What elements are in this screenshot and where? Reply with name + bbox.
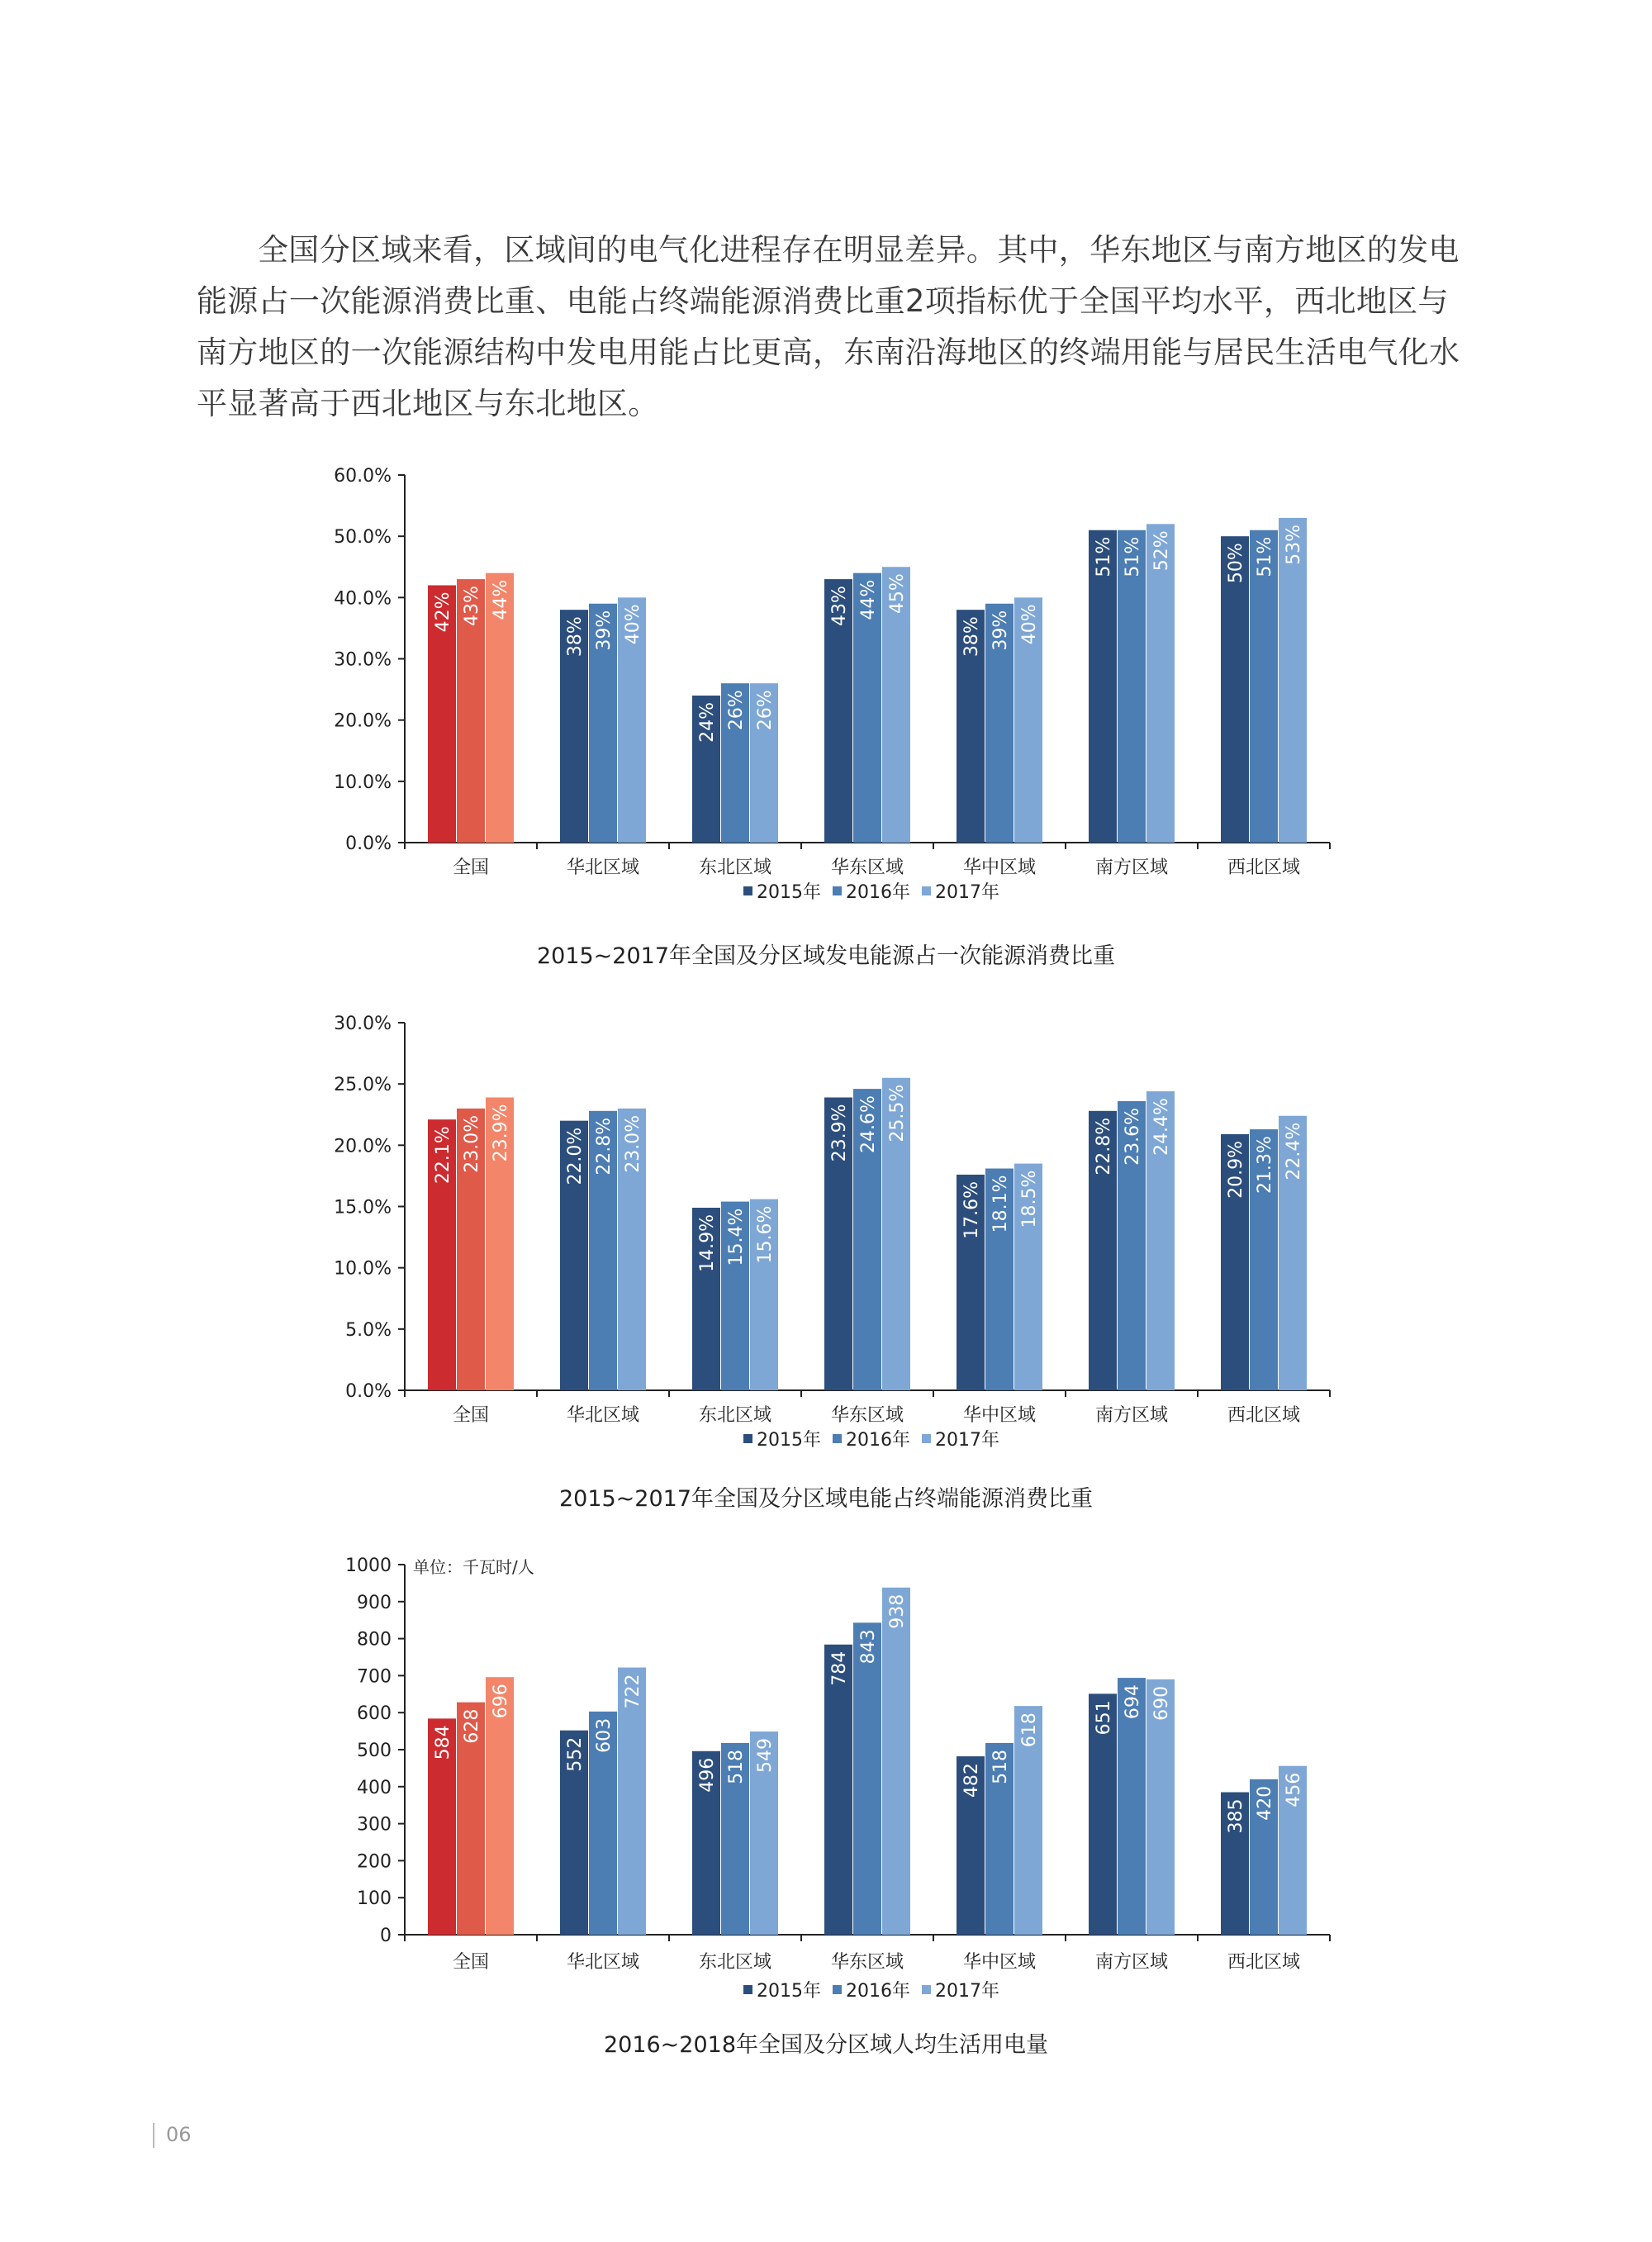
- y-tick-label: 60.0%: [334, 466, 392, 487]
- category-label: 东北区域: [698, 1952, 772, 1973]
- data-label: 24.4%: [1151, 1098, 1172, 1156]
- data-label: 618: [1019, 1712, 1040, 1748]
- category-label: 全国: [452, 1405, 490, 1426]
- data-label: 38%: [961, 616, 982, 658]
- chart-per-capita-usage: [0, 1546, 1652, 2017]
- legend-swatch: [743, 1985, 752, 1994]
- category-label: 华北区域: [566, 1952, 640, 1973]
- y-tick-label: 100: [357, 1888, 392, 1910]
- category-label: 华北区域: [566, 1405, 640, 1426]
- y-tick-label: 800: [357, 1629, 392, 1651]
- data-label: 42%: [433, 591, 453, 633]
- category-label: 华北区域: [566, 857, 640, 878]
- data-label: 21.3%: [1255, 1136, 1275, 1194]
- data-label: 552: [565, 1736, 586, 1772]
- data-label: 18.1%: [990, 1175, 1011, 1233]
- y-tick-label: 400: [357, 1777, 392, 1798]
- y-tick-label: 30.0%: [334, 649, 392, 671]
- data-label: 518: [726, 1749, 747, 1784]
- data-label: 17.6%: [961, 1180, 982, 1239]
- y-tick-label: 0.0%: [345, 1381, 392, 1402]
- data-label: 24%: [697, 702, 718, 743]
- data-label: 420: [1255, 1785, 1275, 1821]
- footer-divider: [153, 2123, 154, 2148]
- data-label: 22.1%: [433, 1126, 453, 1185]
- chart-generation-share-title: 2015~2017年全国及分区域发电能源占一次能源消费比重: [536, 943, 1116, 969]
- legend-label: 2017年: [935, 1981, 999, 2002]
- data-label: 23.0%: [623, 1114, 643, 1173]
- data-label: 23.6%: [1123, 1107, 1143, 1166]
- data-label: 51%: [1123, 536, 1143, 577]
- chart-electricity-final-share-svg: [0, 1008, 1652, 1470]
- category-label: 华东区域: [830, 857, 904, 878]
- legend-swatch: [743, 886, 752, 895]
- data-label: 22.0%: [565, 1127, 586, 1185]
- data-label: 784: [829, 1651, 850, 1686]
- category-label: 全国: [452, 1952, 490, 1973]
- legend-label: 2017年: [935, 1430, 999, 1451]
- bar: [824, 1645, 852, 1935]
- y-tick-label: 0.0%: [345, 834, 392, 854]
- bar: [882, 1588, 910, 1935]
- page-footer: [153, 2123, 192, 2148]
- legend-label: 2017年: [935, 882, 999, 903]
- data-label: 15.4%: [726, 1208, 747, 1266]
- data-label: 20.9%: [1226, 1140, 1246, 1199]
- data-label: 696: [491, 1684, 511, 1719]
- data-label: 45%: [887, 573, 908, 615]
- chart-electricity-final-share: [0, 1008, 1652, 1470]
- intro-paragraph: [197, 225, 1460, 430]
- legend-label: 2016年: [846, 882, 910, 903]
- y-tick-label: 20.0%: [334, 1136, 392, 1157]
- y-tick-label: 600: [357, 1703, 392, 1725]
- legend-swatch: [922, 1985, 931, 1994]
- data-label: 22.4%: [1284, 1122, 1304, 1180]
- category-label: 华中区域: [962, 857, 1037, 878]
- legend-label: 2015年: [757, 882, 821, 903]
- page-number: 06: [166, 2123, 192, 2146]
- y-tick-label: 20.0%: [334, 710, 392, 732]
- data-label: 843: [858, 1629, 879, 1665]
- data-label: 496: [697, 1757, 718, 1793]
- data-label: 628: [462, 1708, 482, 1744]
- data-label: 584: [433, 1725, 453, 1760]
- data-label: 603: [594, 1717, 615, 1753]
- bar: [853, 1622, 881, 1935]
- legend-swatch: [833, 1434, 842, 1443]
- bar: [1279, 518, 1307, 843]
- category-label: 西北区域: [1227, 1952, 1301, 1973]
- data-label: 456: [1284, 1772, 1304, 1807]
- category-label: 东北区域: [698, 1405, 772, 1426]
- category-label: 南方区域: [1094, 1952, 1169, 1973]
- y-tick-label: 200: [357, 1851, 392, 1873]
- legend-swatch: [922, 886, 931, 895]
- category-label: 华东区域: [830, 1405, 904, 1426]
- data-label: 50%: [1226, 543, 1246, 584]
- data-label: 15.6%: [755, 1205, 776, 1264]
- legend-label: 2015年: [757, 1981, 821, 2002]
- y-tick-label: 0: [380, 1926, 392, 1946]
- category-label: 南方区域: [1094, 857, 1169, 878]
- data-label: 694: [1123, 1684, 1143, 1720]
- data-label: 26%: [755, 690, 776, 731]
- data-label: 39%: [990, 610, 1011, 651]
- chart-generation-share: [0, 463, 1652, 925]
- data-label: 23.9%: [491, 1104, 511, 1162]
- category-label: 南方区域: [1094, 1405, 1169, 1426]
- data-label: 38%: [565, 616, 586, 658]
- data-label: 51%: [1094, 536, 1114, 577]
- y-tick-label: 10.0%: [334, 1258, 392, 1280]
- data-label: 23.9%: [829, 1104, 850, 1162]
- y-tick-label: 30.0%: [334, 1014, 392, 1034]
- legend-label: 2016年: [846, 1981, 910, 2002]
- category-label: 华东区域: [830, 1952, 904, 1973]
- y-tick-label: 50.0%: [334, 527, 392, 549]
- legend-label: 2015年: [757, 1430, 821, 1451]
- data-label: 18.5%: [1019, 1170, 1040, 1228]
- y-tick-label: 300: [357, 1814, 392, 1836]
- data-label: 40%: [1019, 604, 1040, 645]
- y-tick-label: 10.0%: [334, 772, 392, 793]
- chart-generation-share-svg: [0, 463, 1652, 925]
- data-label: 22.8%: [1094, 1117, 1114, 1176]
- y-tick-label: 25.0%: [334, 1075, 392, 1096]
- y-tick-label: 700: [357, 1666, 392, 1688]
- y-tick-label: 500: [357, 1741, 392, 1761]
- legend-label: 2016年: [846, 1430, 910, 1451]
- y-tick-label: 15.0%: [334, 1197, 392, 1218]
- legend-swatch: [922, 1434, 931, 1443]
- data-label: 22.8%: [594, 1117, 615, 1176]
- data-label: 23.0%: [462, 1114, 482, 1173]
- legend-swatch: [833, 886, 842, 895]
- data-label: 14.9%: [697, 1214, 718, 1272]
- y-tick-label: 1000: [345, 1556, 392, 1576]
- data-label: 549: [755, 1738, 776, 1774]
- data-label: 518: [990, 1749, 1011, 1784]
- data-label: 651: [1094, 1700, 1114, 1736]
- data-label: 43%: [462, 586, 482, 626]
- legend-swatch: [833, 1985, 842, 1994]
- data-label: 51%: [1255, 536, 1275, 577]
- data-label: 53%: [1284, 524, 1304, 565]
- legend-swatch: [743, 1434, 752, 1443]
- data-label: 26%: [726, 690, 747, 731]
- data-label: 44%: [858, 579, 879, 620]
- data-label: 24.6%: [858, 1095, 879, 1153]
- y-tick-label: 900: [357, 1592, 392, 1613]
- chart-electricity-final-share-title: 2015~2017年全国及分区域电能占终端能源消费比重: [558, 1486, 1094, 1512]
- data-label: 690: [1151, 1685, 1172, 1721]
- category-label: 华中区域: [962, 1405, 1037, 1426]
- category-label: 华中区域: [962, 1952, 1037, 1973]
- intro-paragraph-text: 全国分区域来看，区域间的电气化进程存在明显差异。其中，华东地区与南方地区的发电能源占一次能源消费比重、电能占终端能源消费比重2项指标优于全国平均水平，西北地区与南方地区的一次能源结构中发电用能占比更高，东南沿海地区的终端用能与居民生活电气化水平显著高于西北地区与东北地区。: [197, 232, 1460, 421]
- y-tick-label: 5.0%: [345, 1319, 392, 1341]
- category-label: 东北区域: [698, 857, 772, 878]
- chart-per-capita-usage-svg: [0, 1546, 1652, 2017]
- category-label: 西北区域: [1227, 857, 1301, 878]
- data-label: 722: [623, 1674, 643, 1709]
- data-label: 40%: [623, 604, 643, 645]
- y-tick-label: 40.0%: [334, 588, 392, 610]
- category-label: 全国: [452, 857, 490, 878]
- unit-note: 单位：千瓦时/人: [413, 1557, 534, 1577]
- data-label: 44%: [491, 579, 511, 620]
- data-label: 52%: [1151, 530, 1172, 572]
- data-label: 482: [961, 1763, 982, 1798]
- data-label: 43%: [829, 586, 850, 626]
- data-label: 25.5%: [887, 1084, 908, 1142]
- chart-per-capita-usage-title: 2016~2018年全国及分区域人均生活用电量: [603, 2032, 1049, 2058]
- data-label: 39%: [594, 610, 615, 651]
- data-label: 938: [887, 1594, 908, 1629]
- data-label: 385: [1226, 1798, 1246, 1834]
- category-label: 西北区域: [1227, 1405, 1301, 1426]
